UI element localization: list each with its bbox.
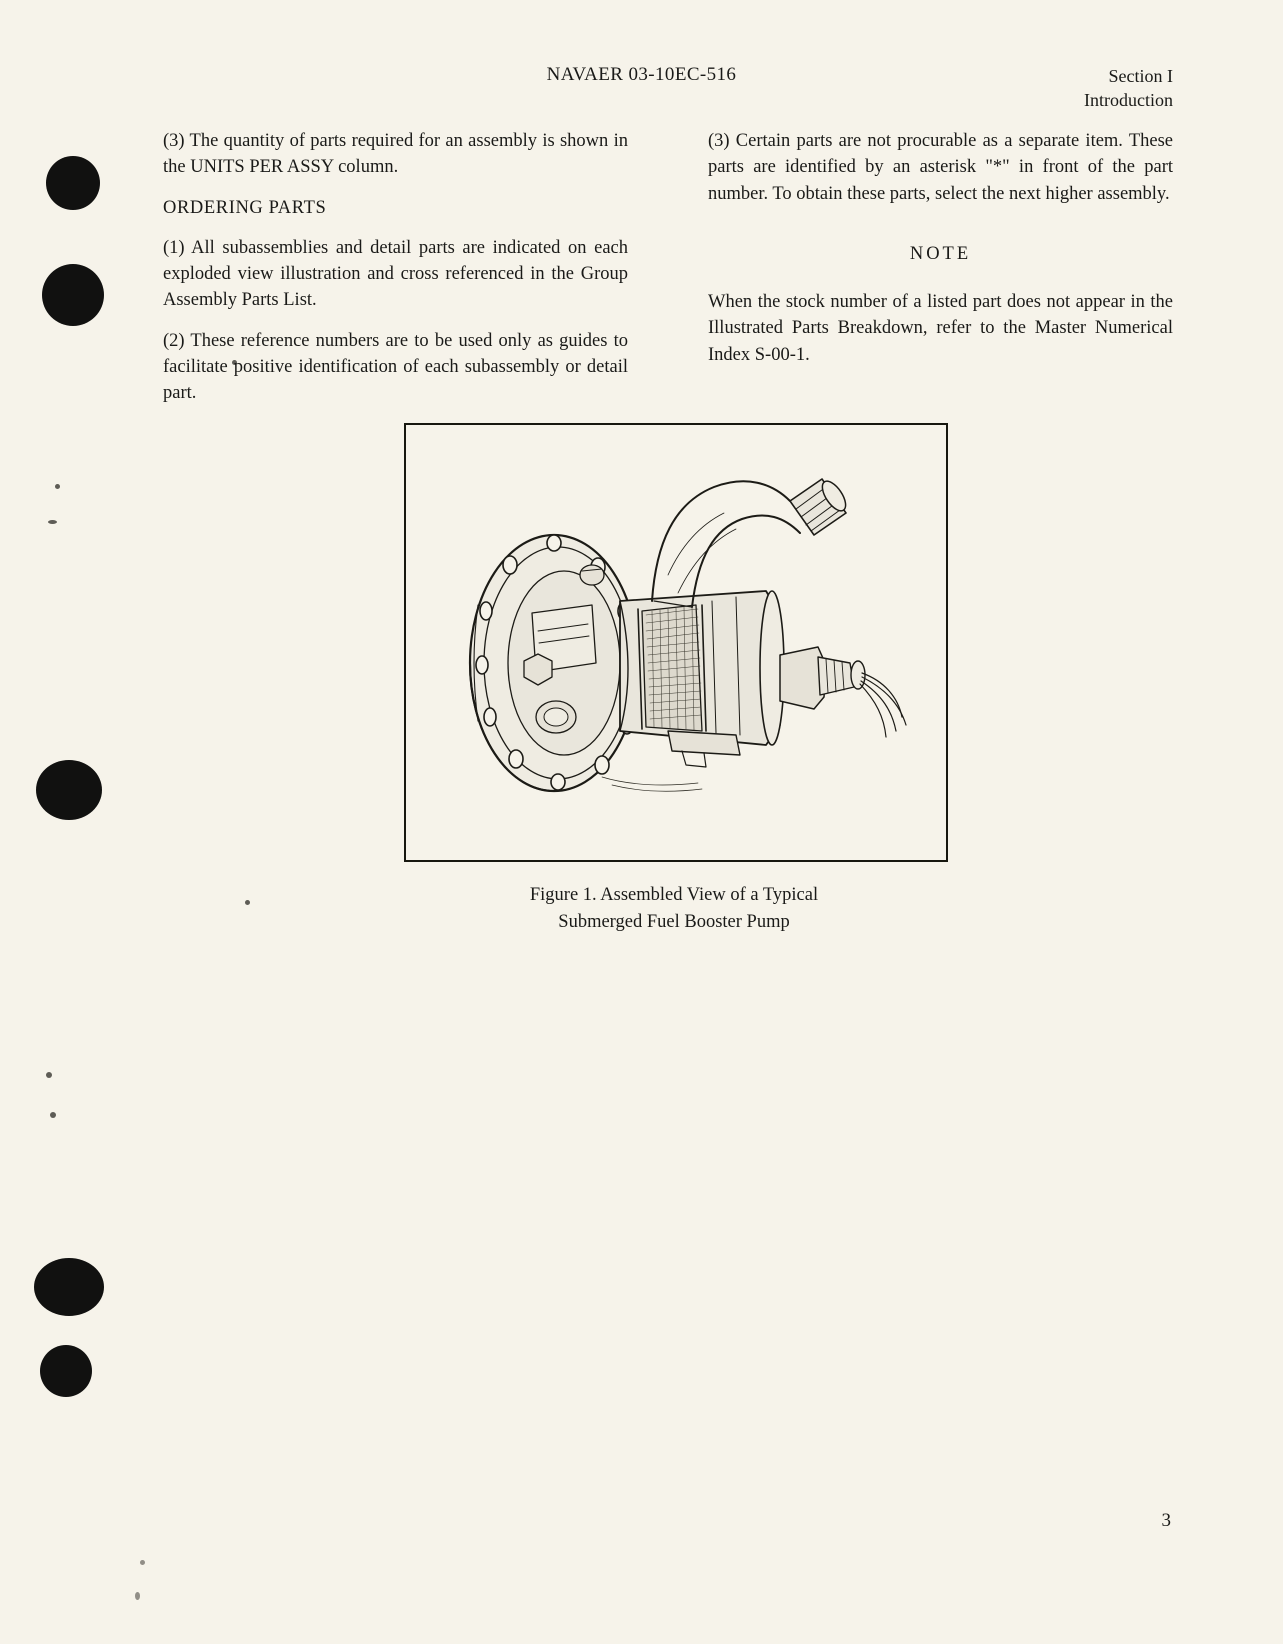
paragraph-non-procurable: (3) Certain parts are not procurable as a separate item. These parts are identified by an asterisk "*" in front of the part number. To obtain these parts, select the next higher assembly.	[708, 131, 1173, 204]
punch-hole	[46, 156, 100, 210]
punch-hole	[42, 264, 104, 326]
page-header	[0, 64, 1283, 116]
left-column	[163, 128, 628, 420]
note-body: When the stock number of a listed part does not appear in the Illustrated Parts Breakdown, refer to the Master Numerical Index S-00-1.	[708, 292, 1173, 365]
page-number: 3	[1161, 1510, 1171, 1531]
scan-speck	[46, 1072, 52, 1078]
document-number: NAVAER 03-10EC-516	[546, 64, 737, 85]
scan-speck	[50, 1112, 56, 1118]
figure-caption	[404, 882, 944, 936]
right-column	[708, 128, 1173, 382]
scan-speck	[55, 484, 60, 489]
figure-caption-line-2: Submerged Fuel Booster Pump	[558, 911, 790, 932]
section-label	[1084, 64, 1173, 113]
scan-speck	[140, 1560, 145, 1565]
booster-pump-illustration	[406, 425, 946, 860]
paragraph-quantity: (3) The quantity of parts required for an assembly is shown in the UNITS PER ASSY column.	[163, 131, 628, 178]
punch-hole	[40, 1345, 92, 1397]
punch-hole	[34, 1258, 104, 1316]
scan-speck	[135, 1592, 140, 1600]
paragraph-subassemblies: (1) All subassemblies and detail parts are indicated on each exploded view illustration and cross referenced in the Group Assembly Parts List.	[163, 237, 628, 311]
section-name: Section I	[1108, 66, 1173, 86]
note-heading: NOTE	[909, 243, 972, 264]
heading-ordering-parts: ORDERING PARTS	[163, 197, 327, 218]
scan-speck	[48, 520, 57, 524]
figure-caption-line-1: Figure 1. Assembled View of a Typical	[529, 885, 819, 905]
figure-frame	[404, 423, 948, 862]
scan-speck	[245, 900, 250, 905]
paragraph-reference-numbers: (2) These reference numbers are to be used only as guides to facilitate positive identification of each subassembly or detail part.	[163, 330, 628, 404]
punch-hole	[36, 760, 102, 820]
subsection-name: Introduction	[1084, 90, 1173, 111]
